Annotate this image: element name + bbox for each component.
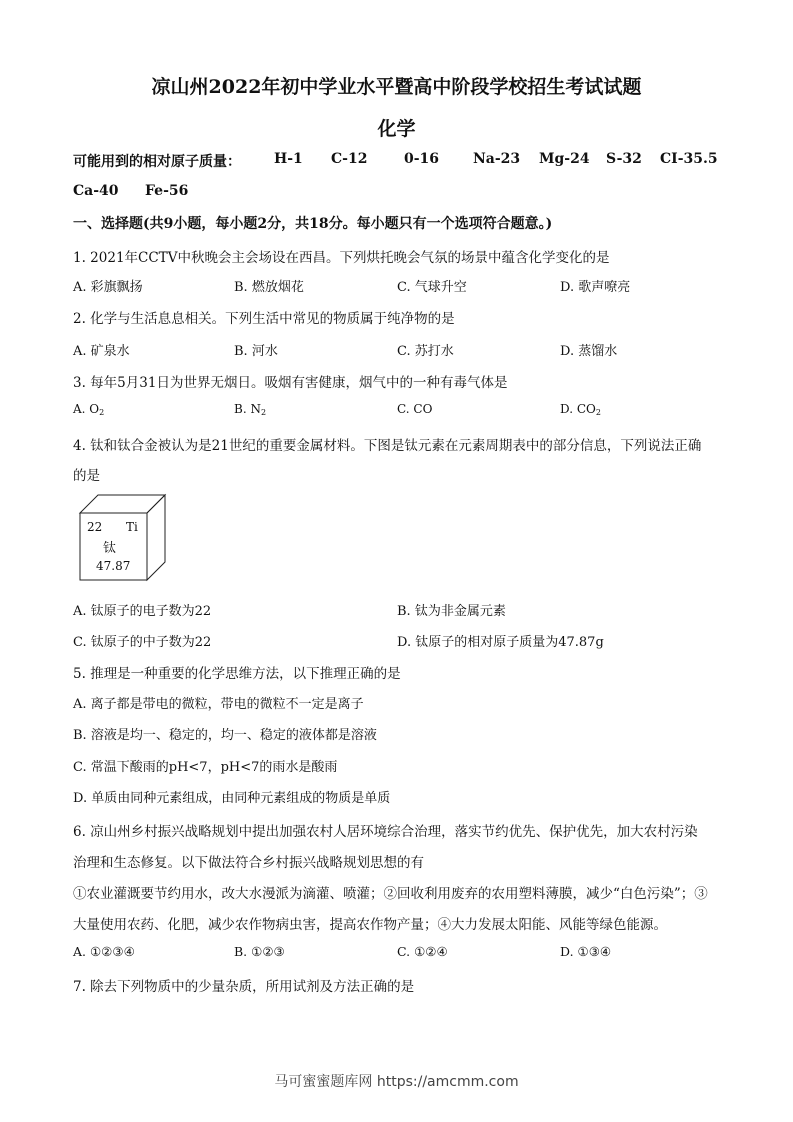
q3-option-b: B. $N_2$: [234, 402, 267, 417]
mass-item: S-32: [606, 151, 642, 167]
q3-option-d: D. $CO_2$: [560, 402, 601, 417]
section-heading: 一、选择题(共9小题，每小题2分，共18分。每小题只有一个选项符合题意。): [73, 216, 553, 232]
mass-item: Na-23: [473, 151, 521, 167]
mass-item: CI-35.5: [660, 151, 718, 167]
q3-option-c: C. CO: [397, 402, 433, 416]
question-6-stem-line1: 6. 凉山州乡村振兴战略规划中提出加强农村人居环境综合治理，落实节约优先、保护优先，加大农村污染: [73, 824, 698, 840]
q5-option-d: D. 单质由同种元素组成，由同种元素组成的物质是单质: [73, 791, 391, 806]
question-1-stem: 1. 2021年CCTV中秋晚会主会场设在西昌。下列烘托晚会气氛的场景中蕴含化学变化的是: [73, 250, 610, 266]
subject-title: 化学: [377, 118, 416, 140]
q5-option-b: B. 溶液是均一、稳定的，均一、稳定的液体都是溶液: [73, 728, 377, 743]
mass-item: Fe-56: [145, 183, 189, 199]
mass-item: Mg-24: [539, 151, 590, 167]
q5-option-c: C. 常温下酸雨的pH<7，pH<7的雨水是酸雨: [73, 760, 338, 775]
q6-option-d: D. ①③④: [560, 944, 612, 959]
question-7-stem: 7. 除去下列物质中的少量杂质，所用试剂及方法正确的是: [73, 979, 415, 995]
footer-watermark: 马可蜜蜜题库网 https://amcmm.com: [274, 1074, 519, 1090]
question-6-stem-line2: 治理和生态修复。以下做法符合乡村振兴战略规划思想的有: [73, 855, 424, 871]
masses-label: 可能用到的相对原子质量：: [73, 154, 241, 170]
question-6-stem-line3: ①农业灌溉要节约用水，改大水漫派为滴灌、喷灌；②回收利用废弃的农用塑料薄膜，减少“白色污染”；③: [73, 886, 708, 902]
mass-item: H-1: [274, 151, 303, 167]
question-5-stem: 5. 推理是一种重要的化学思维方法，以下推理正确的是: [73, 666, 401, 682]
q3-option-a: A. $O_2$: [73, 402, 105, 417]
q2-option-b: B. 河水: [234, 344, 278, 359]
question-6-stem-line4: 大量使用农药、化肥，减少农作物病虫害，提高农作物产量；④大力发展太阳能、风能等绿色能源。: [73, 917, 667, 933]
mass-item: C-12: [331, 151, 368, 167]
q5-option-a: A. 离子都是带电的微粒，带电的微粒不一定是离子: [73, 697, 364, 712]
q1-option-c: C. 气球升空: [397, 280, 467, 295]
element-symbol: Ti: [126, 520, 138, 534]
q4-option-c: C. 钛原子的中子数为22: [73, 635, 212, 650]
q4-option-b: B. 钛为非金属元素: [397, 604, 506, 619]
titanium-element-card: [78, 493, 168, 583]
q6-option-b: B. ①②③: [234, 944, 285, 959]
exam-title: 凉山州2022年初中学业水平暨高中阶段学校招生考试试题: [151, 76, 642, 98]
element-name: 钛: [103, 541, 117, 556]
question-4-stem-line2: 的是: [73, 468, 100, 484]
q6-option-a: A. ①②③④: [73, 944, 135, 959]
question-4-stem-line1: 4. 钛和钛合金被认为是21世纪的重要金属材料。下图是钛元素在元素周期表中的部分信息，下列说法正确: [73, 438, 702, 454]
q6-option-c: C. ①②④: [397, 944, 448, 959]
q2-option-a: A. 矿泉水: [73, 344, 130, 359]
q2-option-d: D. 蒸馏水: [560, 344, 618, 359]
mass-item: Ca-40: [73, 183, 119, 199]
mass-item: 0-16: [404, 151, 440, 167]
element-atomic-mass: 47.87: [96, 559, 131, 573]
question-2-stem: 2. 化学与生活息息相关。下列生活中常见的物质属于纯净物的是: [73, 311, 455, 327]
q2-option-c: C. 苏打水: [397, 344, 454, 359]
q1-option-b: B. 燃放烟花: [234, 280, 304, 295]
q4-option-d: D. 钛原子的相对原子质量为47.87g: [397, 635, 604, 650]
q4-option-a: A. 钛原子的电子数为22: [73, 604, 212, 619]
q1-option-a: A. 彩旗飘扬: [73, 280, 143, 295]
question-3-stem: 3. 每年5月31日为世界无烟日。吸烟有害健康，烟气中的一种有毒气体是: [73, 375, 508, 391]
q1-option-d: D. 歌声嘹亮: [560, 280, 631, 295]
element-atomic-number: 22: [87, 520, 103, 534]
